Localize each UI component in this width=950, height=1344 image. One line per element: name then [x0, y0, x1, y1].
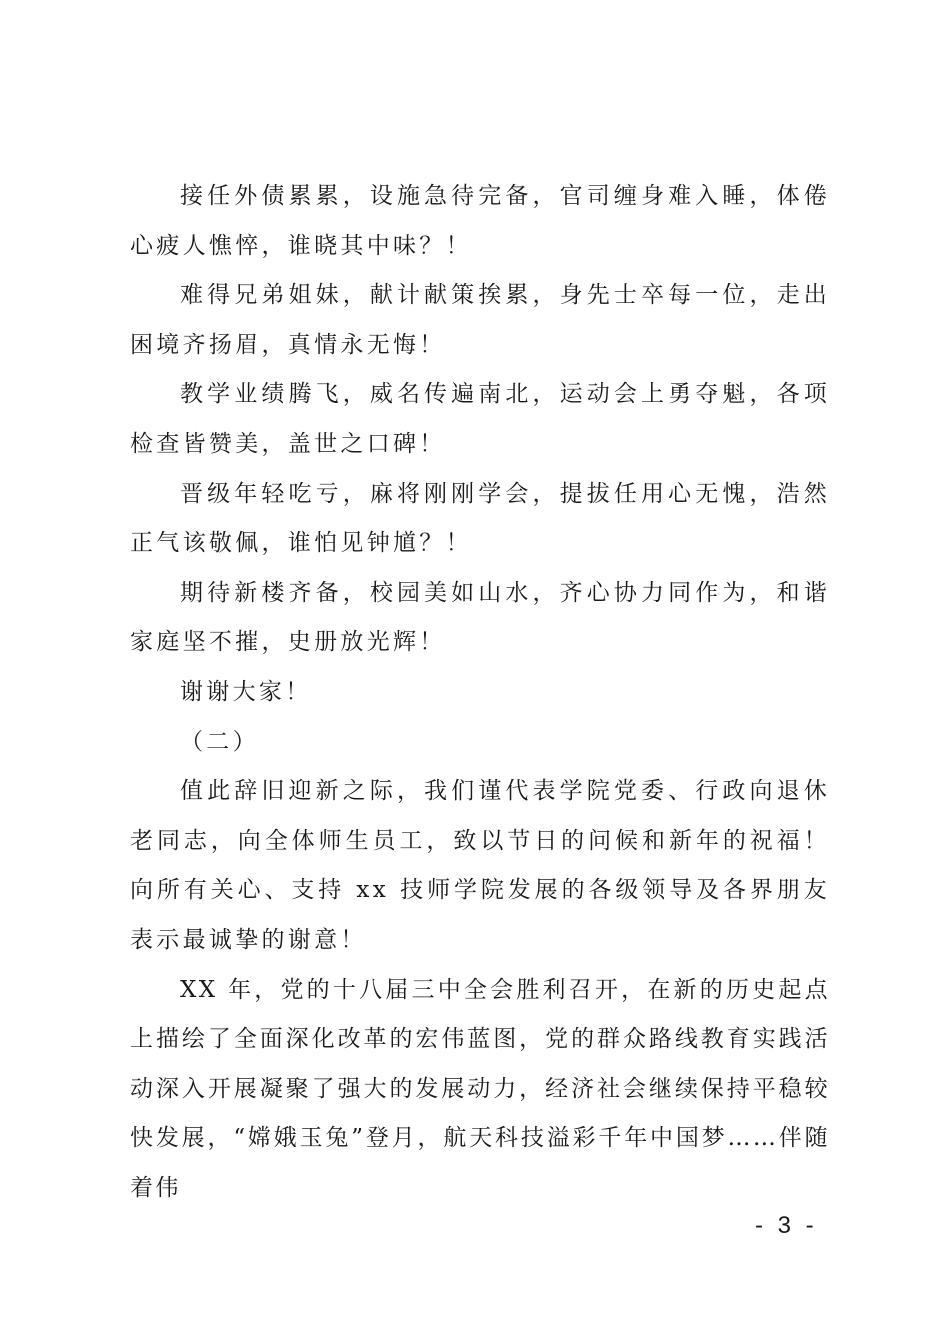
document-body	[130, 172, 830, 1213]
paragraph-verse-4: 晋级年轻吃亏，麻将刚刚学会，提拔任用心无愧，浩然正气该敬佩，谁怕见钟馗？！	[130, 480, 830, 557]
paragraph-year-review: XX 年，党的十八届三中全会胜利召开，在新的历史起点上描绘了全面深化改革的宏伟蓝图，党的群众路线教育实践活动深入开展凝聚了强大的发展动力，经济社会继续保持平稳较快发展，“嫦娥玉兔”登月，航天科技溢彩千年中国梦……伴随着伟	[130, 976, 830, 1201]
paragraph-thanks: 谢谢大家！	[180, 678, 312, 705]
section-heading-two: （二）	[180, 728, 259, 755]
paragraph-greeting: 值此辞旧迎新之际，我们谨代表学院党委、行政向退休老同志，向全体师生员工，致以节日的问候和新年的祝福！向所有关心、支持 xx 技师学院发展的各级领导及各界朋友表示最诚挚的谢意！	[130, 778, 830, 953]
paragraph-verse-3: 教学业绩腾飞，威名传遍南北，运动会上勇夺魁，各项检查皆赞美，盖世之口碑！	[130, 381, 830, 457]
page-number: - 3 -	[755, 1212, 818, 1239]
paragraph-verse-2: 难得兄弟姐妹，献计献策挨累，身先士卒每一位，走出困境齐扬眉，真情永无悔！	[130, 282, 830, 358]
paragraph-verse-5: 期待新楼齐备，校园美如山水，齐心协力同作为，和谐家庭坚不摧，史册放光辉！	[130, 579, 830, 656]
paragraph-verse-1: 接任外债累累，设施急待完备，官司缠身难入睡，体倦心疲人憔悴，谁晓其中味？！	[130, 183, 830, 259]
